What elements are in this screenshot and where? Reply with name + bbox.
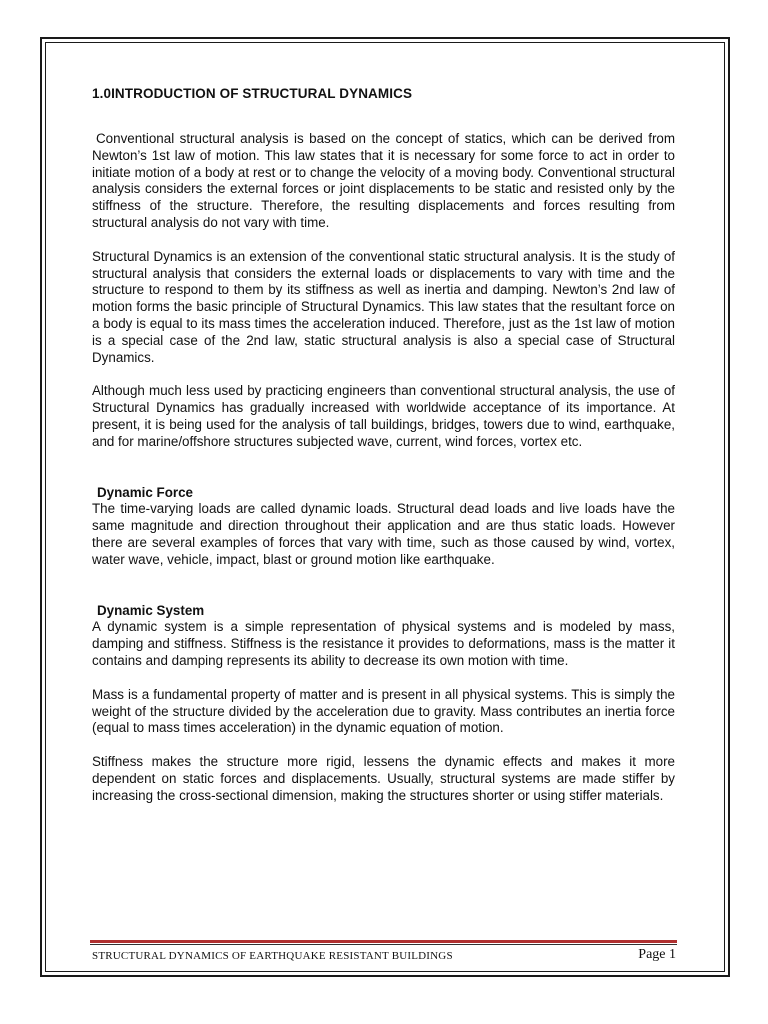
dynamic-force-heading: Dynamic Force [97,484,194,500]
footer-title: STRUCTURAL DYNAMICS OF EARTHQUAKE RESISTANT BUILDINGS [92,950,453,962]
footer-rule-red [90,940,677,943]
intro-paragraph-2: Structural Dynamics is an extension of the conventional static structural analysis. It is the study of structural analysis that considers the external loads or displacements to vary with time and the structure to respond to them by its stiffness as well as inertia and damping. Newton’s 2nd law of motion forms the basic principle of Structural Dynamics. This law states that the resultant force on a body is equal to its mass times the acceleration induced. Therefore, just as the 1st law of motion is a special case of the 2nd law, static structural analysis is also a special case of Structural Dynamics. [92,248,675,365]
dynamic-system-paragraph-3: Stiffness makes the structure more rigid, lessens the dynamic effects and makes it more dependent on static forces and displacements. Usually, structural systems are made stiffer by increasing the cross-sectional dimension, making the structures shorter or using stiffer materials. [92,754,675,803]
page-number: Page 1 [638,947,676,962]
footer-rule-dark [90,944,677,945]
dynamic-force-paragraph: The time-varying loads are called dynamic loads. Structural dead loads and live loads have the same magnitude and direction throughout their application and are thus static loads. However there are several examples of forces that vary with time, such as those caused by wind, vortex, water wave, vehicle, impact, blast or ground motion like earthquake. [92,501,675,567]
dynamic-system-heading: Dynamic System [97,602,205,618]
section-heading: 1.0INTRODUCTION OF STRUCTURAL DYNAMICS [92,86,413,101]
dynamic-system-paragraph-2: Mass is a fundamental property of matter and is present in all physical systems. This is simply the weight of the structure divided by the acceleration due to gravity. Mass contributes an inertia force (equal to mass times acceleration) in the dynamic equation of motion. [92,686,675,736]
intro-paragraph-3: Although much less used by practicing engineers than conventional structural analysis, the use of Structural Dynamics has gradually increased with worldwide acceptance of its importance. At present, it is being used for the analysis of tall buildings, bridges, towers due to wind, earthquake, and for marine/offshore structures subjected wave, current, wind forces, vortex etc. [92,383,675,449]
intro-paragraph-1: Conventional structural analysis is based on the concept of statics, which can be derived from Newton’s 1st law of motion. This law states that it is necessary for some force to act in order to initiate motion of a body at rest or to change the velocity of a moving body. Conventional structural analysis considers the external forces or joint displacements to be static and resisted only by the stiffness of the structure. Therefore, the resulting displacements and forces resulting from structural analysis do not vary with time. [92,131,675,230]
dynamic-system-paragraph-1: A dynamic system is a simple representation of physical systems and is modeled by mass, damping and stiffness. Stiffness is the resistance it provides to deformations, mass is the matter it contains and damping represents its ability to decrease its own motion with time. [92,619,675,668]
document-body [92,86,675,805]
